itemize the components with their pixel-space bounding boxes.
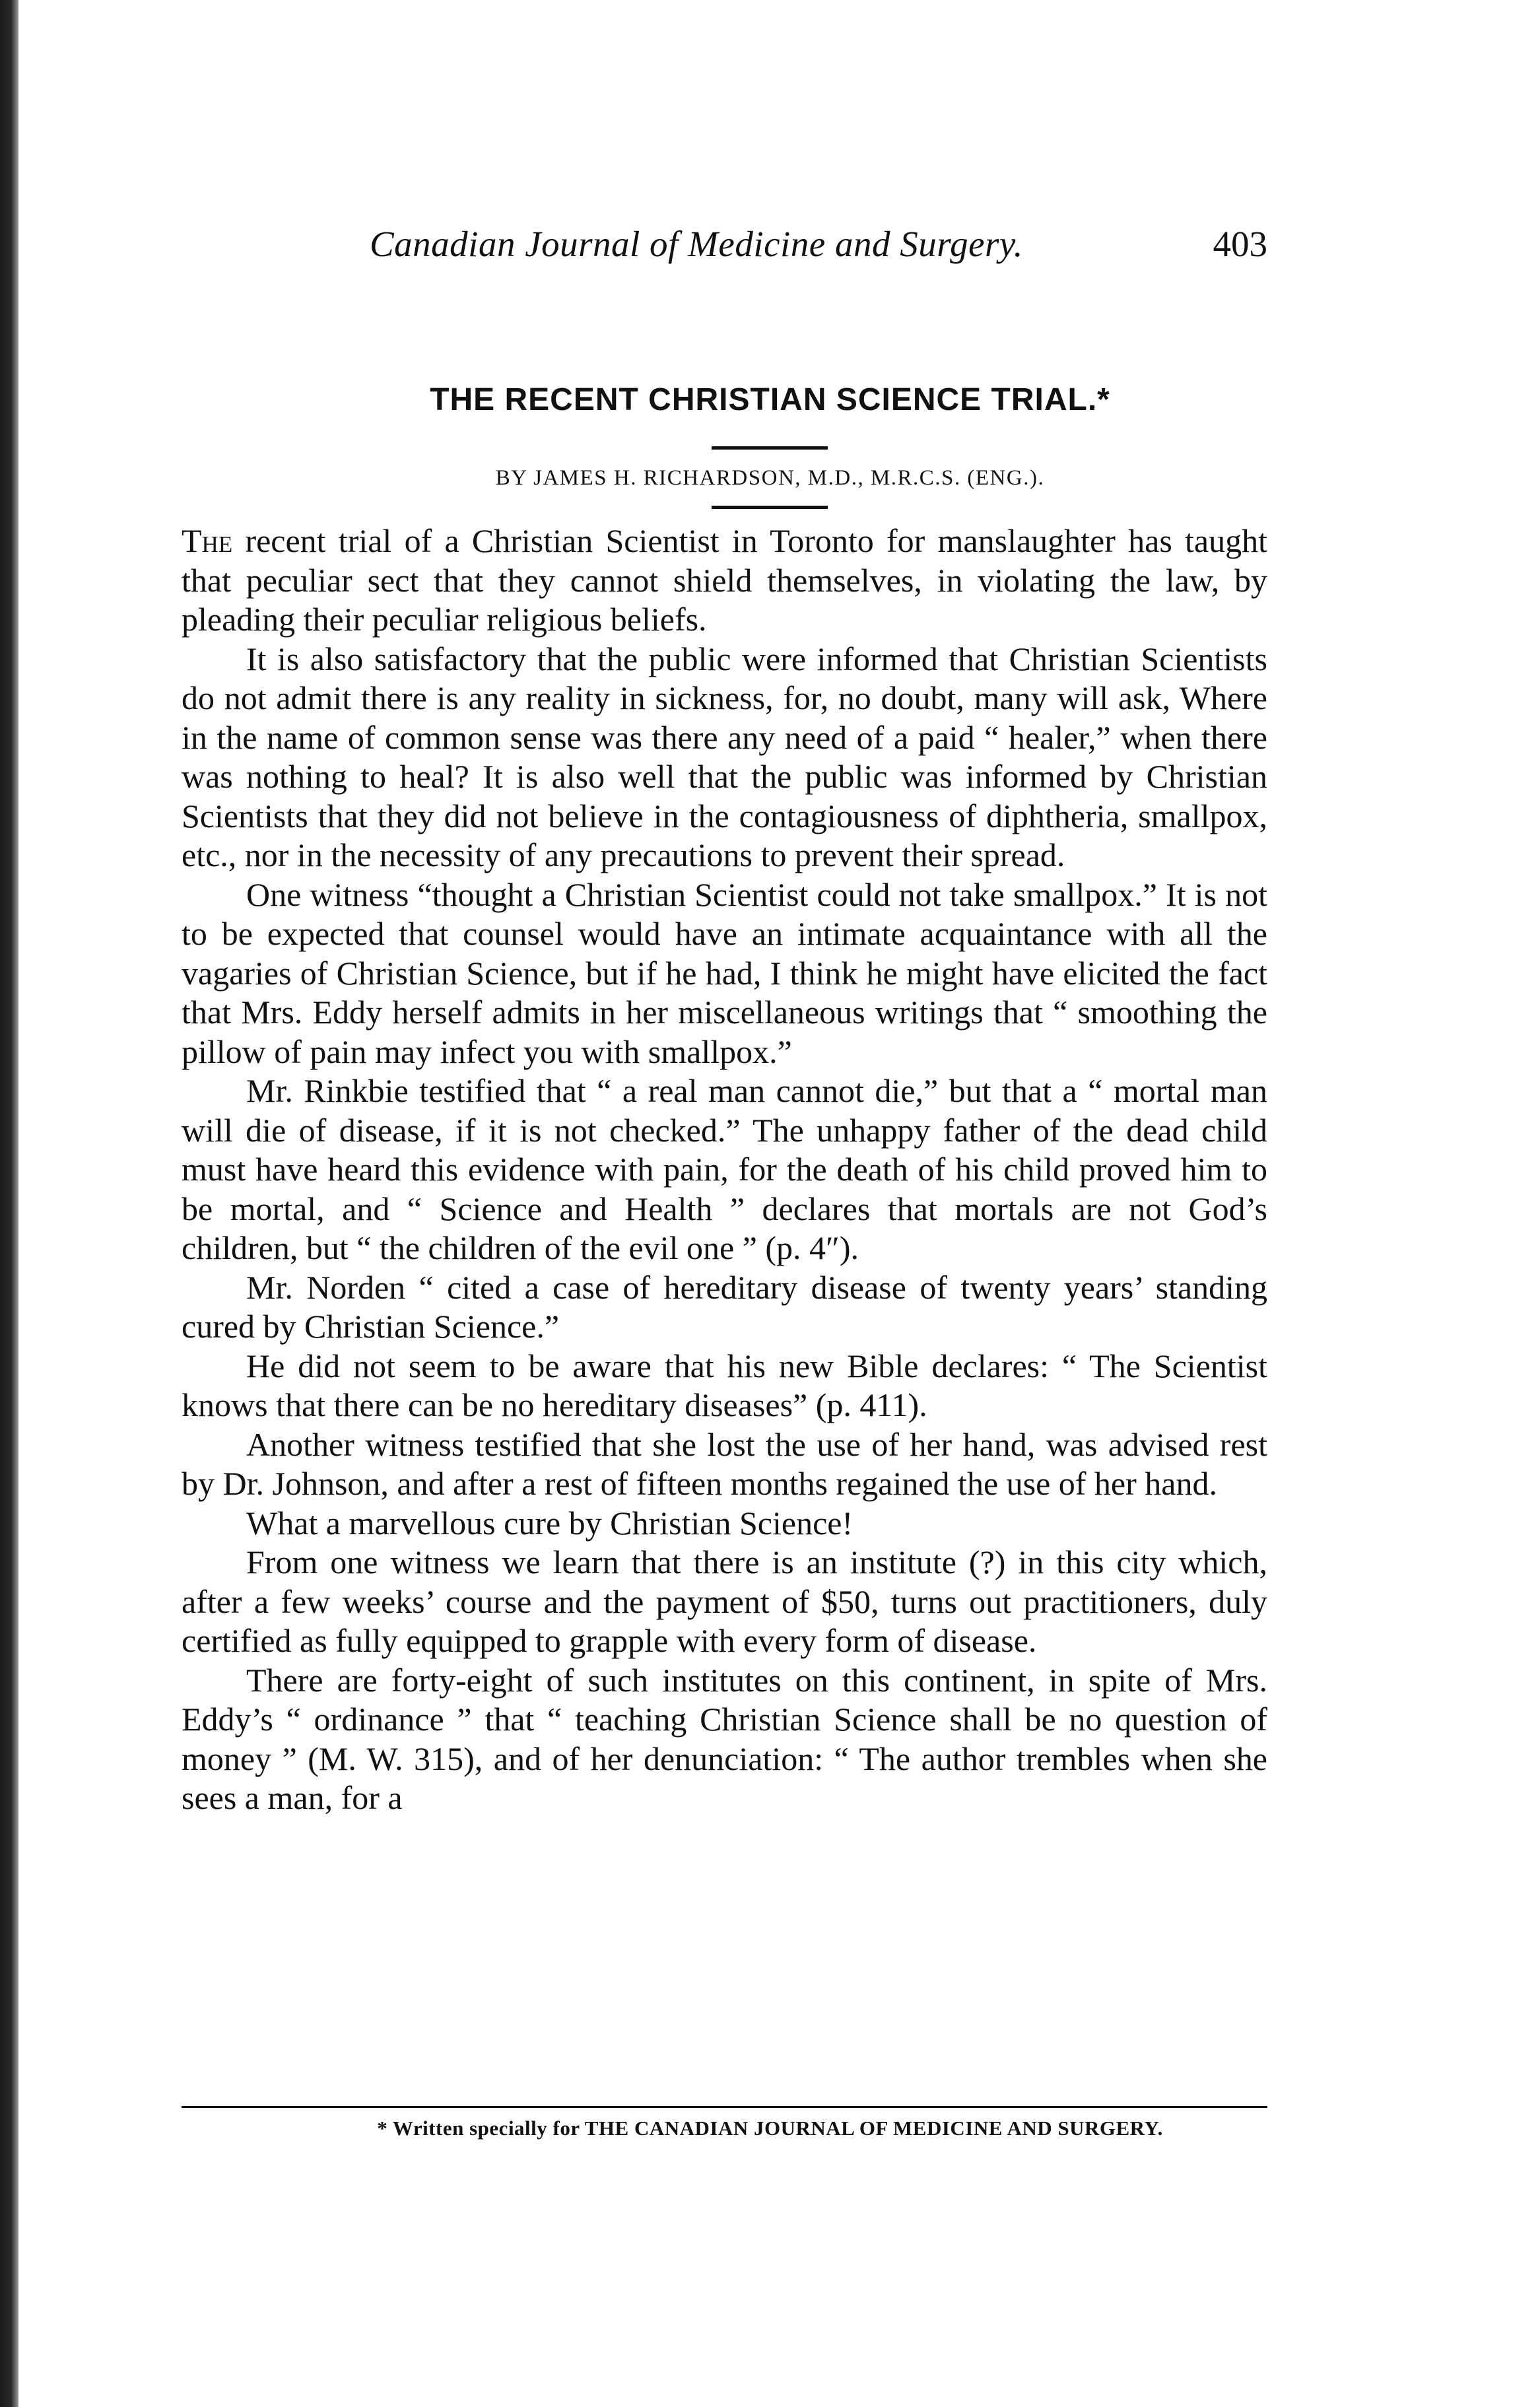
paragraph: Another witness testified that she lost the use of her hand, was advised rest by Dr. Johnson, and after a rest of fifteen months regained the use of her hand. xyxy=(182,1425,1267,1502)
scanned-page-edge xyxy=(0,0,18,2407)
paragraph: What a marvellous cure by Christian Science! xyxy=(246,1504,854,1542)
journal-name: Canadian Journal of Medicine and Surgery. xyxy=(370,224,1024,264)
paragraph: From one witness we learn that there is an institute (?) in this city which, after a few weeks’ course and the payment of $50, turns out practitioners, duly certified as fully equipped to grapple with every form of disease. xyxy=(182,1543,1267,1659)
article-title: THE RECENT CHRISTIAN SCIENCE TRIAL.* xyxy=(430,382,1110,417)
paragraph: One witness “thought a Christian Scientist could not take smallpox.” It is not to be expected that counsel would have an intimate acquaintance with all the vagaries of Christian Science, but if he had, I think he might have elicited the fact that Mrs. Eddy herself admits in her miscellaneous writings that “ smoothing the pillow of pain may infect you with smallpox.” xyxy=(182,875,1267,1070)
byline: BY JAMES H. RICHARDSON, M.D., M.R.C.S. (ENG.). xyxy=(495,466,1045,490)
paragraph: He did not seem to be aware that his new Bible declares: “ The Scientist knows that there can be no hereditary diseases” (p. 411). xyxy=(182,1347,1267,1423)
article-body xyxy=(182,522,1267,1818)
paragraph: Mr. Norden “ cited a case of hereditary disease of twenty years’ standing cured by Christian Science.” xyxy=(182,1268,1267,1345)
footnote-divider xyxy=(182,2106,1267,2108)
paragraph xyxy=(182,522,1267,640)
page-number: 403 xyxy=(1213,224,1267,264)
paragraph-text: recent trial of a Christian Scientist in Toronto for manslaughter has taught that peculiar sect that they cannot shield themselves, in violating the law, by pleading their peculiar religious beliefs. xyxy=(182,522,1267,638)
footnote: * Written specially for THE CANADIAN JOURNAL OF MEDICINE AND SURGERY. xyxy=(377,2117,1163,2140)
running-header xyxy=(370,223,1267,276)
paragraph: It is also satisfactory that the public were informed that Christian Scientists do not admit there is any reality in sickness, for, no doubt, many will ask, Where in the name of common sense was there any need of a paid “ healer,” when there was nothing to heal? It is also well that the public was informed by Christian Scientists that they did not believe in the contagiousness of diphtheria, smallpox, etc., nor in the necessity of any precautions to prevent their spread. xyxy=(182,640,1267,873)
title-divider xyxy=(712,446,828,450)
paragraph: There are forty-eight of such institutes on this continent, in spite of Mrs. Eddy’s “ ordinance ” that “ teaching Christian Science shall be no question of money ” (M. W. 315), and of her denunciation: “ The author trembles when she sees a man, for a xyxy=(182,1661,1267,1816)
byline-divider xyxy=(712,506,828,509)
opening-word: The xyxy=(182,522,233,559)
paragraph: Mr. Rinkbie testified that “ a real man cannot die,” but that a “ mortal man will die of disease, if it is not checked.” The unhappy father of the dead child must have heard this evidence with pain, for the death of his child proved him to be mortal, and “ Science and Health ” declares that mortals are not God’s children, but “ the children of the evil one ” (p. 4″). xyxy=(182,1072,1267,1266)
